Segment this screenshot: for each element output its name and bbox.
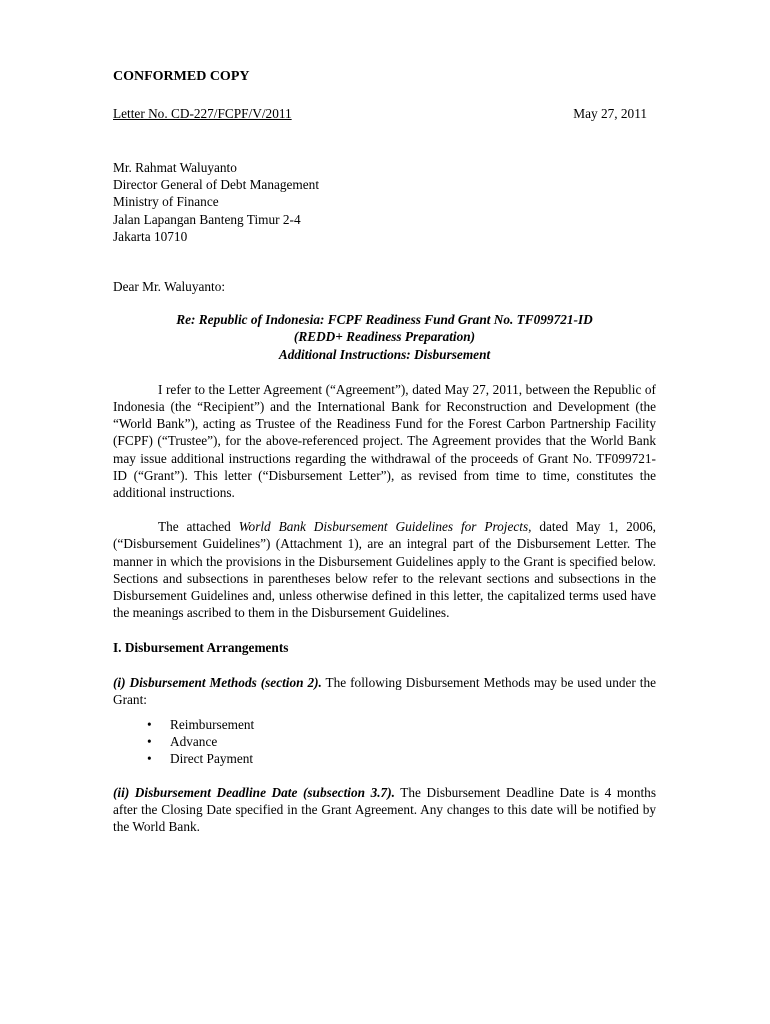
subsection-title: (i) Disbursement Methods (section 2). [113,674,322,690]
address-line: Director General of Debt Management [113,177,320,193]
letter-page [113,68,656,835]
bullet-icon: • [147,734,152,750]
subject-block [113,311,656,363]
subject-line: Additional Instructions: Disbursement [278,346,491,362]
address-line: Mr. Rahmat Waluyanto [113,160,237,175]
list-item-label: Reimbursement [170,717,255,732]
list-item [113,733,656,750]
list-item [113,716,656,733]
subsection-title: (ii) Disbursement Deadline Date (subsection 3.7). [113,784,395,800]
bullet-icon: • [147,751,152,767]
paragraph-text: The attached [158,519,239,535]
guidelines-title: World Bank Disbursement Guidelines for Projects [238,519,529,535]
list-item [113,750,656,767]
body-paragraph-2 [113,518,656,621]
address-line: Ministry of Finance [113,194,219,210]
paragraph-text: , dated May 1, 2006, (“Disbursement Guidelines”) (Attachment 1), are an integral part of the Disbursement Letter. The manner in which the provisions in the Disbursement Guidelines apply to the Grant is specified below. Sections and subsections in parentheses below refer to the relevant sections and subsections in the Disbursement Guidelines and, unless otherwise defined in this letter, the capitalized terms used have the meanings ascribed to them in the Disbursement Guidelines. [113,519,656,621]
paragraph-text: The following Disbursement Methods may be used under the Grant: [113,674,656,707]
address-line: Jakarta 10710 [113,228,188,244]
deadline-paragraph [113,784,656,836]
letter-header-row [113,105,656,123]
recipient-address [113,159,656,245]
subject-line: (REDD+ Readiness Preparation) [293,329,476,345]
body-paragraph-1: I refer to the Letter Agreement (“Agreement”), dated May 27, 2011, between the Republic of Indonesia (the “Recipient”) and the International Bank for Reconstruction and Development (the “World Bank”), acting as Trustee of the Readiness Fund for the Forest Carbon Partnership Facility (FCPF) (“Trustee”), for the above-referenced project. The Agreement provides that the World Bank may issue additional instructions regarding the withdrawal of the proceeds of Grant No. TF099721-ID (“Grant”). This letter (“Disbursement Letter”), as revised from time to time, constitutes the additional instructions. [113,381,656,500]
subject-line: Re: Republic of Indonesia: FCPF Readiness Fund Grant No. TF099721-ID [176,312,593,328]
salutation: Dear Mr. Waluyanto: [113,278,226,294]
list-item-label: Advance [170,734,218,750]
disbursement-methods-paragraph [113,674,656,708]
paragraph-text: The Disbursement Deadline Date is 4 months after the Closing Date specified in the Grant Agreement. Any changes to this date will be notified by the World Bank. [113,784,656,834]
section-heading: I. Disbursement Arrangements [113,640,289,656]
letter-number: Letter No. CD-227/FCPF/V/2011 [113,106,292,121]
methods-list [113,716,656,768]
letter-date: May 27, 2011 [573,106,647,121]
list-item-label: Direct Payment [170,751,254,767]
bullet-icon: • [147,717,152,732]
address-line: Jalan Lapangan Banteng Timur 2-4 [113,211,301,227]
conformed-copy-heading: CONFORMED COPY [113,69,250,84]
